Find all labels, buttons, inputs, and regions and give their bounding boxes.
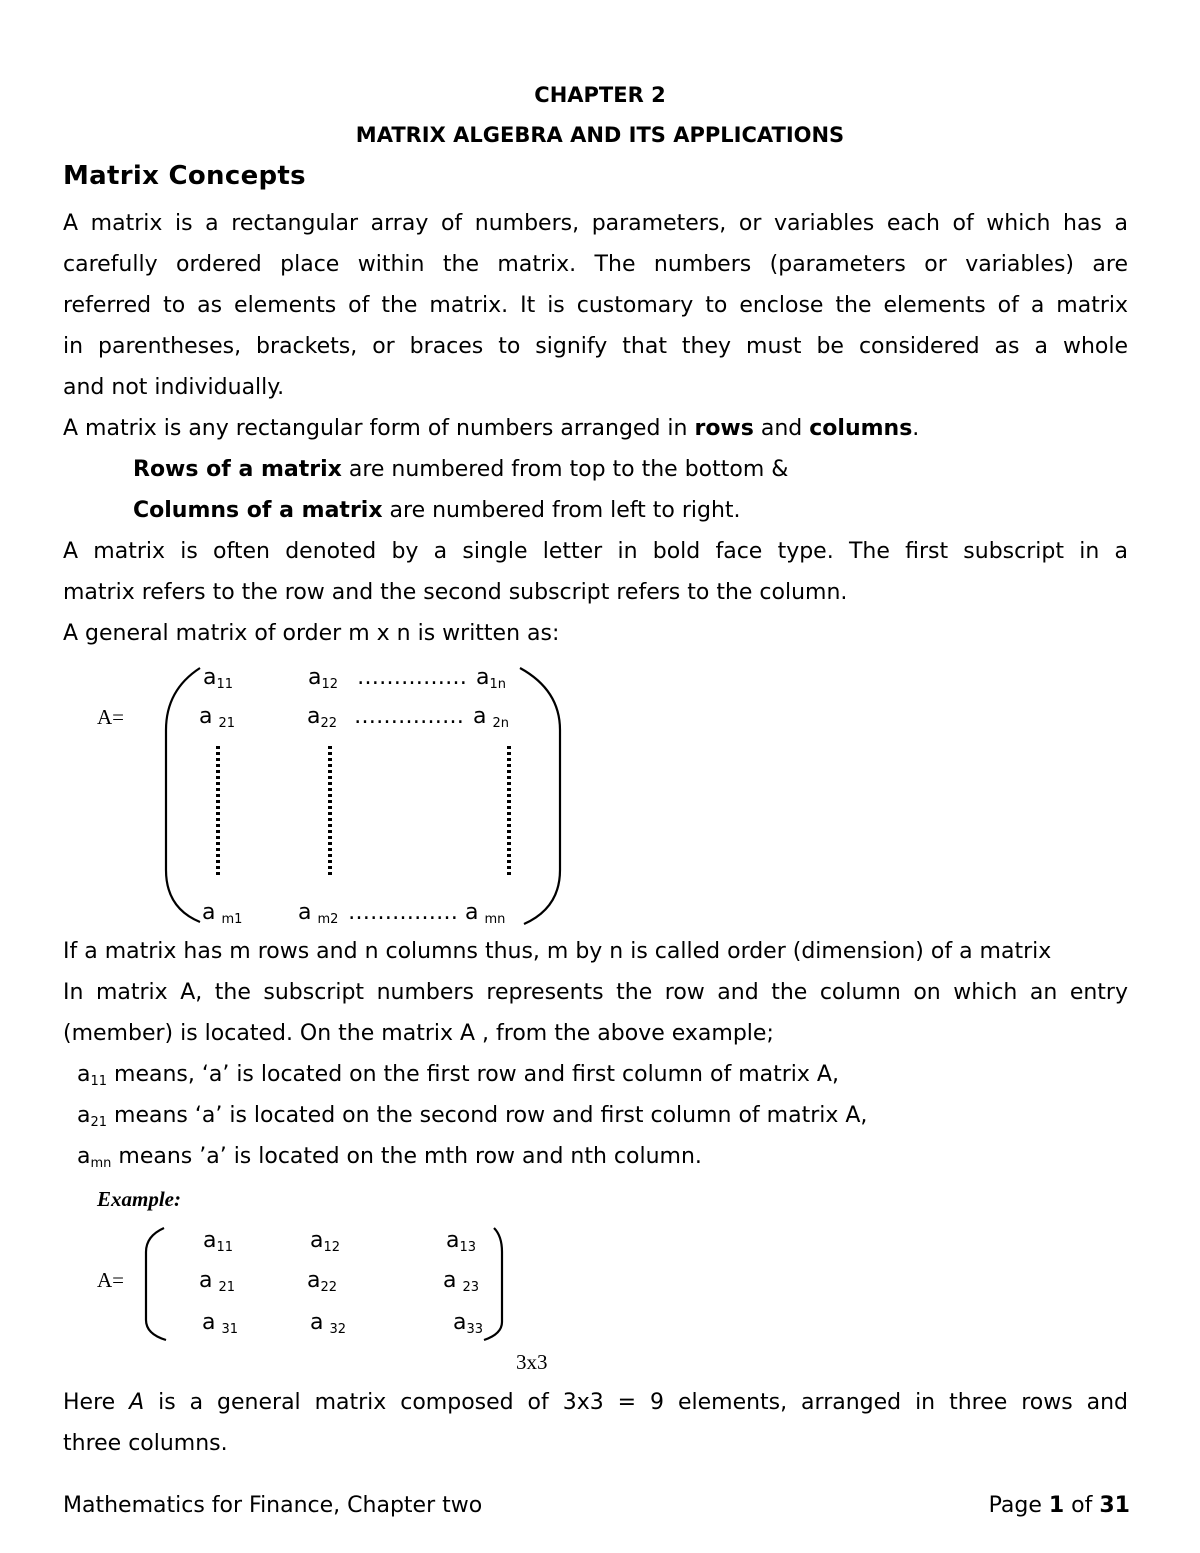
footer-title: Mathematics for Finance, Chapter two <box>63 1493 483 1518</box>
matrix-element: $a_{11}$ <box>203 665 234 692</box>
chapter-label: CHAPTER 2 <box>534 83 666 107</box>
matrix-element: a $_{31}$ <box>202 1310 239 1337</box>
matrix-element: a $_{m2}$ <box>298 900 339 927</box>
paragraph-line: and not individually. <box>63 375 285 400</box>
matrix-element: a $_{mn}$ <box>465 900 506 927</box>
chapter-title: MATRIX ALGEBRA AND ITS APPLICATIONS <box>355 123 845 147</box>
paragraph-line: (member) is located. On the matrix A , from the above example; <box>63 1021 774 1046</box>
section-heading: Matrix Concepts <box>63 161 306 191</box>
example-label: Example: <box>97 1187 181 1211</box>
columns-definition: Columns of a matrix are numbered from left to right. <box>133 498 741 523</box>
paragraph-line: three columns. <box>63 1431 228 1456</box>
matrix-element: $a_{11}$ <box>203 1228 234 1255</box>
matrix-label: A= <box>97 705 125 729</box>
matrix-element: $a_{22}$ <box>307 704 338 731</box>
paragraph-line: referred to as elements of the matrix. It is customary to enclose the elements of a matrix <box>63 293 1128 318</box>
matrix-element: a $_{m1}$ <box>202 900 243 927</box>
paragraph-line: If a matrix has m rows and n columns thus, m by n is called order (dimension) of a matrix <box>63 939 1052 964</box>
page-number: Page 1 of 31 <box>988 1493 1130 1518</box>
matrix-ellipsis: …………… <box>357 665 467 690</box>
subscript-explanation: $a_{11}$ means, ‘a’ is located on the first row and first column of matrix A, <box>77 1062 839 1089</box>
matrix-element: a $_{21}$ <box>199 1268 236 1295</box>
paragraph-line: A matrix is a rectangular array of numbers, parameters, or variables each of which has a <box>63 211 1128 236</box>
subscript-explanation: $a_{21}$ means ‘a’ is located on the second row and first column of matrix A, <box>77 1103 868 1130</box>
matrix-element: $a_{22}$ <box>307 1268 338 1295</box>
matrix-element: $a_{12}$ <box>310 1228 341 1255</box>
rows-definition: Rows of a matrix are numbered from top to the bottom & <box>133 457 789 482</box>
matrix-element: a $_{32}$ <box>310 1310 347 1337</box>
general-matrix-intro: A general matrix of order m x n is written as: <box>63 621 560 646</box>
matrix-element: $a_{33}$ <box>453 1310 484 1337</box>
matrix-element: a $_{23}$ <box>443 1268 480 1295</box>
paragraph-line: in parentheses, brackets, or braces to signify that they must be considered as a whole <box>63 334 1128 359</box>
matrix-element: $a_{13}$ <box>446 1228 477 1255</box>
matrix-element: a $_{21}$ <box>199 704 236 731</box>
subscript-explanation: $a_{mn}$ means ’a’ is located on the mth row and nth column. <box>77 1144 702 1171</box>
matrix-order: 3x3 <box>516 1350 548 1374</box>
matrix-element: a $_{2n}$ <box>473 704 509 731</box>
paragraph-line: matrix refers to the row and the second subscript refers to the column. <box>63 580 848 605</box>
matrix-ellipsis: …………… <box>348 900 458 925</box>
paragraph-line: Here A is a general matrix composed of 3x3 = 9 elements, arranged in three rows and <box>63 1390 1129 1415</box>
matrix-label: A= <box>97 1268 125 1292</box>
paragraph-line: A matrix is often denoted by a single letter in bold face type. The first subscript in a <box>63 539 1128 564</box>
paragraph-line: In matrix A, the subscript numbers represents the row and the column on which an entry <box>63 980 1128 1005</box>
matrix-ellipsis: …………… <box>354 704 464 729</box>
matrix-element: $a_{1n}$ <box>476 665 506 692</box>
matrix-element: $a_{12}$ <box>308 665 339 692</box>
paragraph-line: carefully ordered place within the matrix. The numbers (parameters or variables) are <box>63 252 1128 277</box>
rows-columns-sentence: A matrix is any rectangular form of numbers arranged in rows and columns. <box>63 416 920 441</box>
